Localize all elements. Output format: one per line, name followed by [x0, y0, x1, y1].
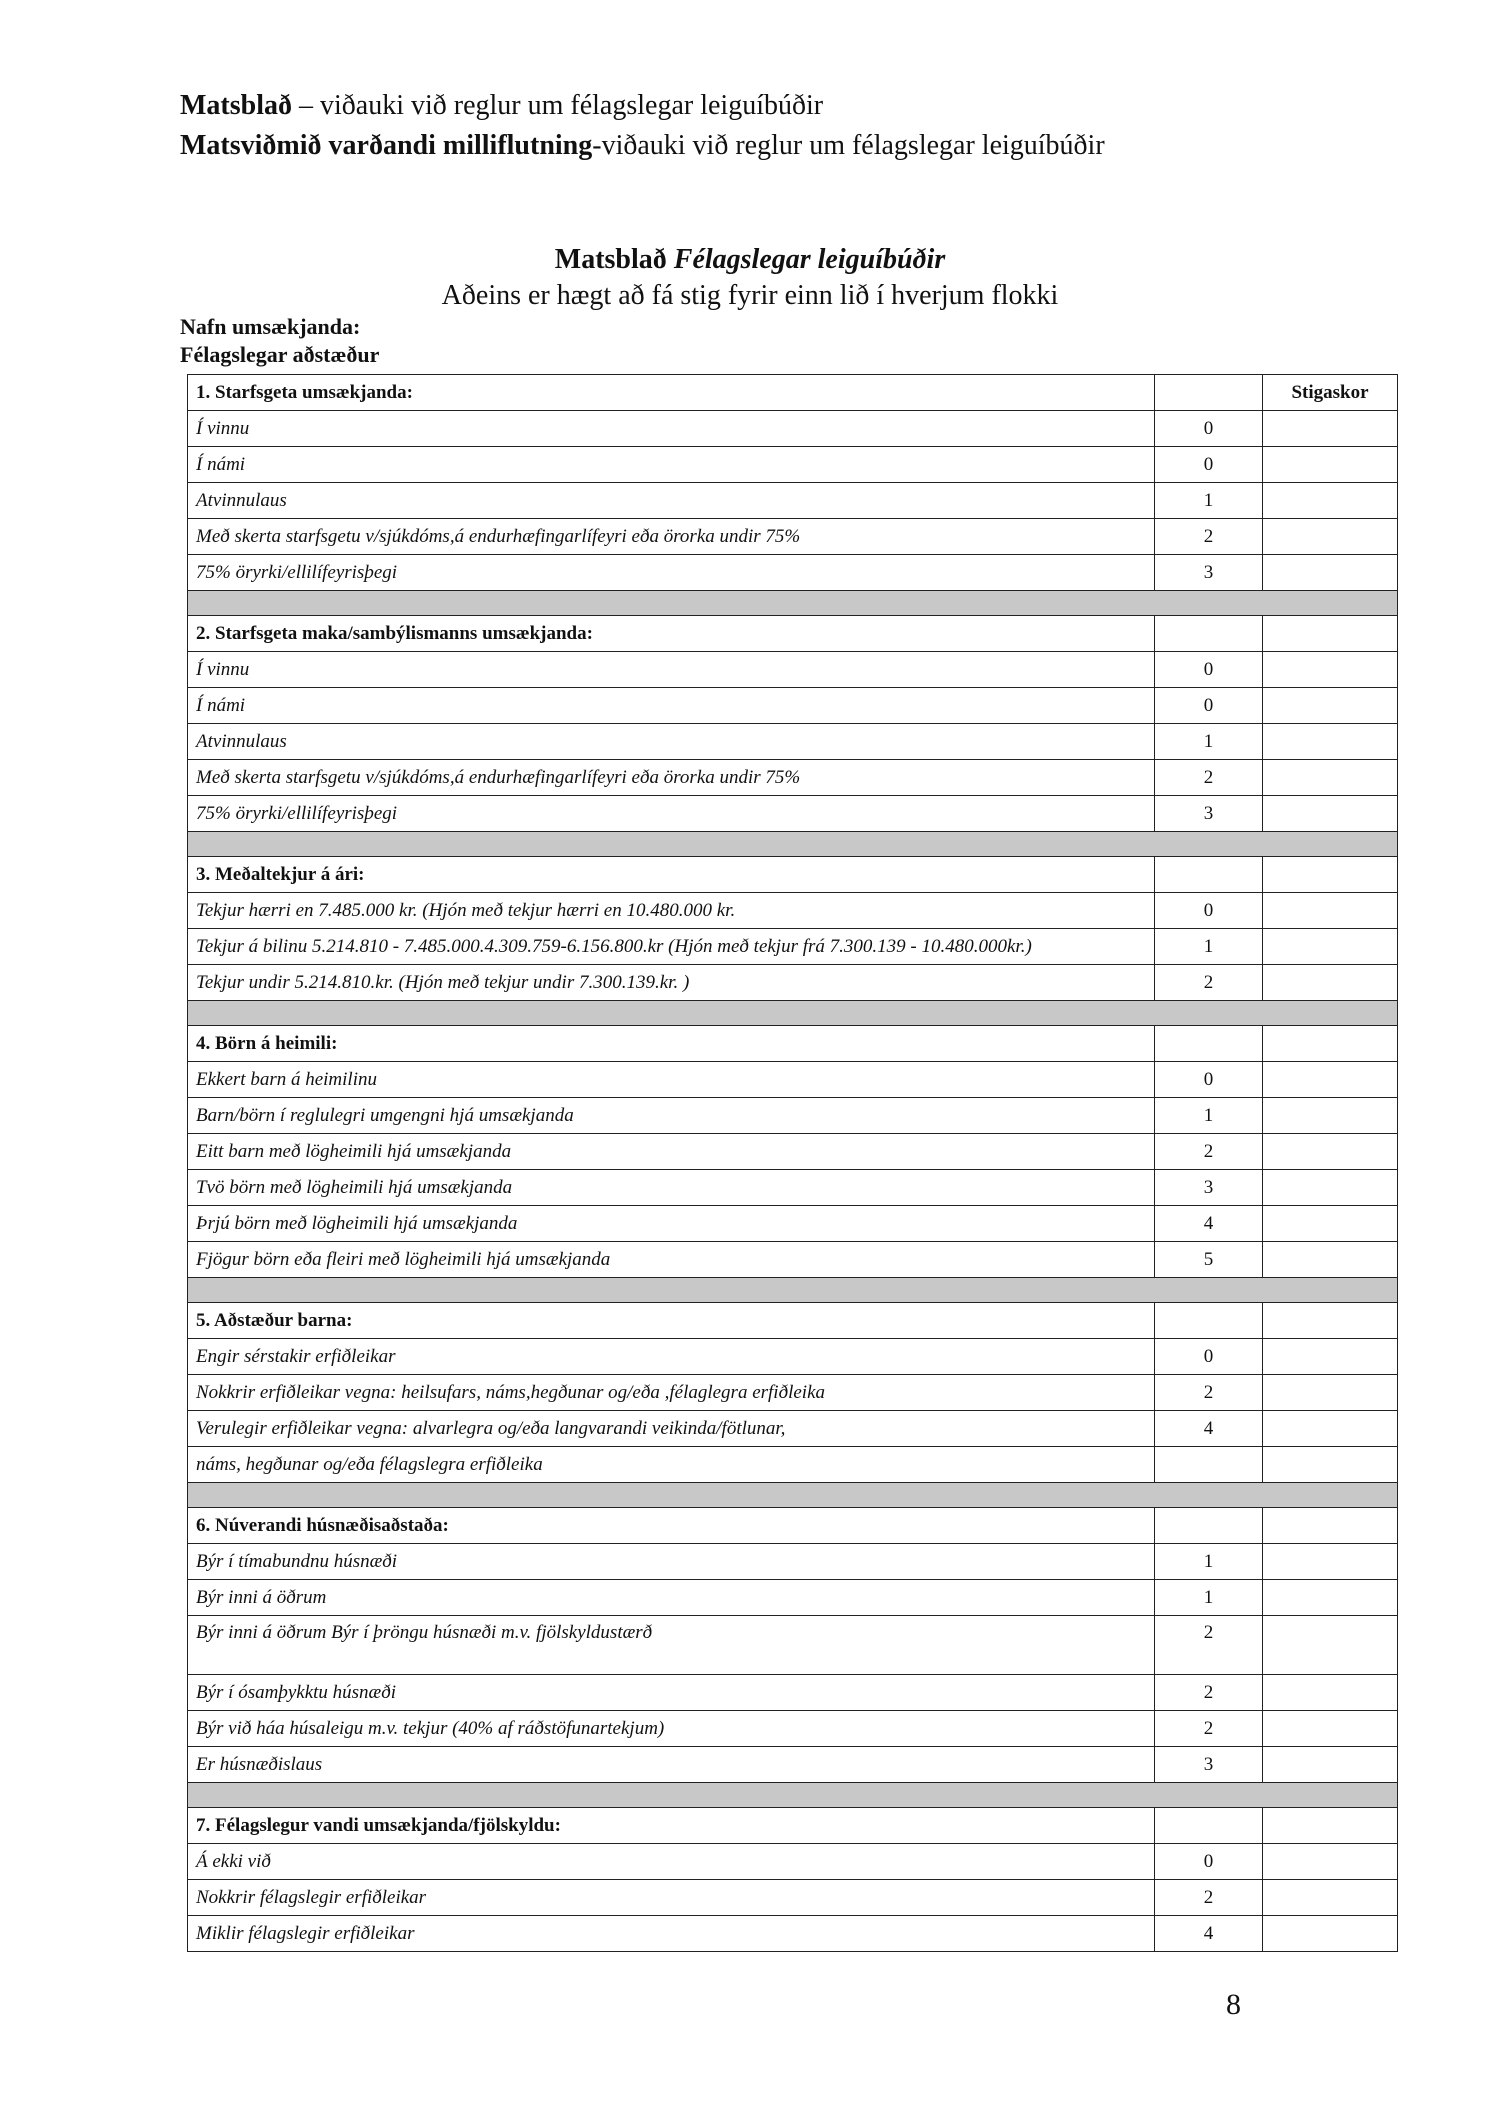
criteria-row — [188, 893, 1398, 929]
section-heading: 7. Félagslegur vandi umsækjanda/fjölskyldu: — [188, 1808, 1155, 1844]
form-subtitle: Aðeins er hægt að fá stig fyrir einn lið í hverjum flokki — [441, 280, 1059, 311]
criteria-points: 0 — [1155, 652, 1263, 688]
criteria-row — [188, 724, 1398, 760]
criteria-text: 75% öryrki/ellilífeyrisþegi — [188, 796, 1155, 832]
criteria-text: Býr við háa húsaleigu m.v. tekjur (40% af ráðstöfunartekjum) — [188, 1711, 1155, 1747]
criteria-text: Tekjur undir 5.214.810.kr. (Hjón með tekjur undir 7.300.139.kr. ) — [188, 965, 1155, 1001]
criteria-points: 1 — [1155, 929, 1263, 965]
criteria-points: 2 — [1155, 1616, 1263, 1675]
points-cell — [1155, 1303, 1263, 1339]
header-line-1 — [180, 88, 823, 124]
score-cell[interactable] — [1263, 652, 1398, 688]
criteria-text: Býr inni á öðrum Býr í þröngu húsnæði m.v. fjölskyldustærð — [188, 1616, 1155, 1675]
criteria-text: Í vinnu — [188, 652, 1155, 688]
criteria-text: Eitt barn með lögheimili hjá umsækjanda — [188, 1134, 1155, 1170]
criteria-points: 2 — [1155, 760, 1263, 796]
section-header-row — [188, 857, 1398, 893]
section-heading: 5. Aðstæður barna: — [188, 1303, 1155, 1339]
criteria-text: Með skerta starfsgetu v/sjúkdóms,á endurhæfingarlífeyri eða örorka undir 75% — [188, 760, 1155, 796]
applicant-name-label: Nafn umsækjanda: — [180, 314, 361, 339]
criteria-text: Þrjú börn með lögheimili hjá umsækjanda — [188, 1206, 1155, 1242]
criteria-points: 4 — [1155, 1916, 1263, 1952]
criteria-text: náms, hegðunar og/eða félagslegra erfiðleika — [188, 1447, 1155, 1483]
criteria-row — [188, 965, 1398, 1001]
criteria-row — [188, 1375, 1398, 1411]
criteria-points: 1 — [1155, 1544, 1263, 1580]
criteria-points: 1 — [1155, 1098, 1263, 1134]
score-cell[interactable] — [1263, 1580, 1398, 1616]
header-line-1-rest: – viðauki við reglur um félagslegar leiguíbúðir — [292, 90, 824, 121]
score-cell[interactable] — [1263, 965, 1398, 1001]
form-title — [0, 244, 1500, 276]
criteria-text: Barn/börn í reglulegri umgengni hjá umsækjanda — [188, 1098, 1155, 1134]
criteria-row — [188, 1616, 1398, 1675]
criteria-points: 2 — [1155, 519, 1263, 555]
criteria-points: 0 — [1155, 1062, 1263, 1098]
criteria-text: 75% öryrki/ellilífeyrisþegi — [188, 555, 1155, 591]
section-header-row — [188, 1508, 1398, 1544]
criteria-row — [188, 1339, 1398, 1375]
criteria-row — [188, 1711, 1398, 1747]
criteria-points: 1 — [1155, 483, 1263, 519]
criteria-points: 4 — [1155, 1206, 1263, 1242]
criteria-points: 3 — [1155, 796, 1263, 832]
criteria-points: 2 — [1155, 965, 1263, 1001]
score-cell[interactable] — [1263, 1411, 1398, 1447]
score-cell[interactable] — [1263, 796, 1398, 832]
criteria-row — [188, 1098, 1398, 1134]
score-cell[interactable] — [1263, 1206, 1398, 1242]
section-separator — [188, 1001, 1398, 1026]
points-cell — [1155, 1508, 1263, 1544]
criteria-points: 2 — [1155, 1711, 1263, 1747]
separator-cell — [188, 1783, 1398, 1808]
criteria-row — [188, 411, 1398, 447]
header-line-1-bold: Matsblað — [180, 90, 292, 121]
separator-cell — [188, 1483, 1398, 1508]
criteria-row — [188, 483, 1398, 519]
criteria-text: Er húsnæðislaus — [188, 1747, 1155, 1783]
criteria-text: Býr í ósamþykktu húsnæði — [188, 1675, 1155, 1711]
score-cell[interactable] — [1263, 1062, 1398, 1098]
criteria-row — [188, 1170, 1398, 1206]
section-heading: 4. Börn á heimili: — [188, 1026, 1155, 1062]
criteria-text: Býr inni á öðrum — [188, 1580, 1155, 1616]
score-cell[interactable] — [1263, 1170, 1398, 1206]
criteria-points: 2 — [1155, 1375, 1263, 1411]
points-cell — [1155, 857, 1263, 893]
score-cell[interactable] — [1263, 893, 1398, 929]
score-cell[interactable] — [1263, 1508, 1398, 1544]
section-heading: 3. Meðaltekjur á ári: — [188, 857, 1155, 893]
criteria-row — [188, 1447, 1398, 1483]
score-cell[interactable] — [1263, 688, 1398, 724]
criteria-points: 4 — [1155, 1411, 1263, 1447]
score-cell[interactable] — [1263, 411, 1398, 447]
criteria-points: 0 — [1155, 1844, 1263, 1880]
form-title-bold: Matsblað — [554, 244, 674, 275]
criteria-text: Atvinnulaus — [188, 724, 1155, 760]
criteria-text: Tekjur hærri en 7.485.000 kr. (Hjón með tekjur hærri en 10.480.000 kr. — [188, 893, 1155, 929]
section-heading: 6. Núverandi húsnæðisaðstaða: — [188, 1508, 1155, 1544]
social-conditions-label: Félagslegar aðstæður — [180, 342, 380, 367]
separator-cell — [188, 1001, 1398, 1026]
points-cell — [1155, 616, 1263, 652]
criteria-row — [188, 929, 1398, 965]
criteria-text: Býr í tímabundnu húsnæði — [188, 1544, 1155, 1580]
section-separator — [188, 1278, 1398, 1303]
form-title-italic: Félagslegar leiguíbúðir — [673, 244, 946, 275]
criteria-points: 2 — [1155, 1675, 1263, 1711]
criteria-points: 1 — [1155, 1580, 1263, 1616]
score-cell[interactable] — [1263, 1339, 1398, 1375]
score-cell[interactable] — [1263, 1711, 1398, 1747]
criteria-row — [188, 1916, 1398, 1952]
score-cell[interactable] — [1263, 1808, 1398, 1844]
criteria-points: 2 — [1155, 1134, 1263, 1170]
criteria-row — [188, 1747, 1398, 1783]
criteria-points: 0 — [1155, 893, 1263, 929]
criteria-row — [188, 555, 1398, 591]
section-header-row — [188, 1026, 1398, 1062]
criteria-points: 0 — [1155, 1339, 1263, 1375]
criteria-row — [188, 796, 1398, 832]
section-separator — [188, 832, 1398, 857]
separator-cell — [188, 1278, 1398, 1303]
score-table — [187, 374, 1398, 1952]
score-column-header: Stigaskor — [1263, 375, 1398, 411]
criteria-row — [188, 1242, 1398, 1278]
criteria-text: Í námi — [188, 447, 1155, 483]
score-cell[interactable] — [1263, 1616, 1398, 1675]
score-cell[interactable] — [1263, 1544, 1398, 1580]
score-cell[interactable] — [1263, 1375, 1398, 1411]
score-cell[interactable] — [1263, 724, 1398, 760]
score-cell[interactable] — [1263, 1242, 1398, 1278]
separator-cell — [188, 591, 1398, 616]
score-cell[interactable] — [1263, 1916, 1398, 1952]
section-separator — [188, 1483, 1398, 1508]
score-cell[interactable] — [1263, 1098, 1398, 1134]
criteria-points: 3 — [1155, 1747, 1263, 1783]
score-cell[interactable] — [1263, 1844, 1398, 1880]
criteria-row — [188, 1062, 1398, 1098]
score-cell[interactable] — [1263, 519, 1398, 555]
score-cell[interactable] — [1263, 1747, 1398, 1783]
score-cell[interactable] — [1263, 857, 1398, 893]
criteria-text: Fjögur börn eða fleiri með lögheimili hjá umsækjanda — [188, 1242, 1155, 1278]
score-cell[interactable] — [1263, 1303, 1398, 1339]
criteria-points: 2 — [1155, 1880, 1263, 1916]
header-line-2-rest: -viðauki við reglur um félagslegar leiguíbúðir — [592, 130, 1105, 161]
score-cell[interactable] — [1263, 1675, 1398, 1711]
criteria-text: Engir sérstakir erfiðleikar — [188, 1339, 1155, 1375]
score-cell[interactable] — [1263, 555, 1398, 591]
criteria-row — [188, 688, 1398, 724]
score-cell[interactable] — [1263, 447, 1398, 483]
header-line-2-bold: Matsviðmið varðandi milliflutning — [180, 130, 593, 161]
criteria-points: 0 — [1155, 688, 1263, 724]
section-header-row — [188, 375, 1398, 411]
score-cell[interactable] — [1263, 929, 1398, 965]
section-heading: 1. Starfsgeta umsækjanda: — [188, 375, 1155, 411]
criteria-text: Í vinnu — [188, 411, 1155, 447]
criteria-text: Tekjur á bilinu 5.214.810 - 7.485.000.4.309.759-6.156.800.kr (Hjón með tekjur frá 7.300.139 - 10.480.000kr.) — [188, 929, 1155, 965]
criteria-points: 3 — [1155, 555, 1263, 591]
criteria-text: Nokkrir erfiðleikar vegna: heilsufars, náms,hegðunar og/eða ,félaglegra erfiðleika — [188, 1375, 1155, 1411]
criteria-row — [188, 447, 1398, 483]
criteria-row — [188, 1206, 1398, 1242]
criteria-points: 5 — [1155, 1242, 1263, 1278]
points-cell — [1155, 375, 1263, 411]
criteria-text: Verulegir erfiðleikar vegna: alvarlegra og/eða langvarandi veikinda/fötlunar, — [188, 1411, 1155, 1447]
header-line-2 — [180, 128, 1105, 164]
criteria-row — [188, 519, 1398, 555]
criteria-text: Ekkert barn á heimilinu — [188, 1062, 1155, 1098]
section-header-row — [188, 1303, 1398, 1339]
score-cell[interactable] — [1263, 1880, 1398, 1916]
score-cell[interactable] — [1263, 483, 1398, 519]
separator-cell — [188, 832, 1398, 857]
section-heading: 2. Starfsgeta maka/sambýlismanns umsækjanda: — [188, 616, 1155, 652]
criteria-row — [188, 760, 1398, 796]
criteria-text: Í námi — [188, 688, 1155, 724]
criteria-points: 1 — [1155, 724, 1263, 760]
criteria-text: Tvö börn með lögheimili hjá umsækjanda — [188, 1170, 1155, 1206]
section-separator — [188, 1783, 1398, 1808]
criteria-row — [188, 1880, 1398, 1916]
points-cell — [1155, 1808, 1263, 1844]
criteria-text: Á ekki við — [188, 1844, 1155, 1880]
criteria-points: 0 — [1155, 411, 1263, 447]
criteria-row — [188, 1675, 1398, 1711]
criteria-row — [188, 1844, 1398, 1880]
score-cell[interactable] — [1263, 616, 1398, 652]
criteria-row — [188, 1544, 1398, 1580]
criteria-text: Með skerta starfsgetu v/sjúkdóms,á endurhæfingarlífeyri eða örorka undir 75% — [188, 519, 1155, 555]
criteria-row — [188, 1134, 1398, 1170]
section-header-row — [188, 1808, 1398, 1844]
score-cell[interactable] — [1263, 1134, 1398, 1170]
page-number: 8 — [1226, 1988, 1241, 2021]
criteria-points — [1155, 1447, 1263, 1483]
score-cell[interactable] — [1263, 760, 1398, 796]
score-cell[interactable] — [1263, 1026, 1398, 1062]
section-separator — [188, 591, 1398, 616]
criteria-points: 0 — [1155, 447, 1263, 483]
score-cell[interactable] — [1263, 1447, 1398, 1483]
criteria-row — [188, 1411, 1398, 1447]
criteria-row — [188, 652, 1398, 688]
points-cell — [1155, 1026, 1263, 1062]
criteria-text: Miklir félagslegir erfiðleikar — [188, 1916, 1155, 1952]
section-header-row — [188, 616, 1398, 652]
criteria-row — [188, 1580, 1398, 1616]
criteria-text: Atvinnulaus — [188, 483, 1155, 519]
criteria-points: 3 — [1155, 1170, 1263, 1206]
criteria-text: Nokkrir félagslegir erfiðleikar — [188, 1880, 1155, 1916]
